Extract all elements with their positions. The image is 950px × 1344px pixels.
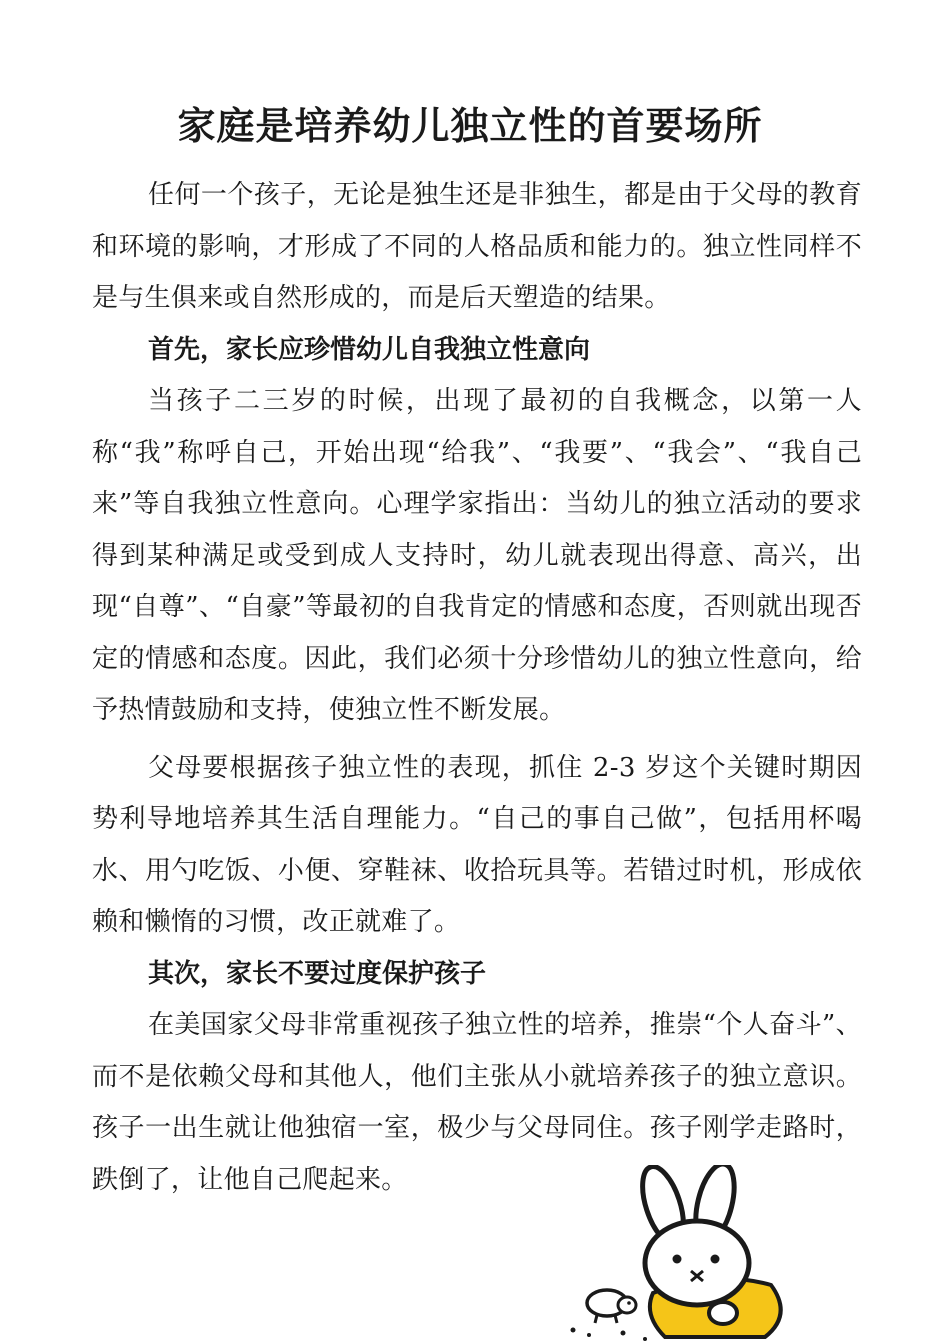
page-title: 家庭是培养幼儿独立性的首要场所 — [177, 104, 763, 148]
section1-paragraph-1: 当孩子二三岁的时候，出现了最初的自我概念，以第一人称“我”称呼自己，开始出现“给我”、“我要”、“我会”、“我自己来”等自我独立性意向。心理学家指出：当幼儿的独立活动的要求得到某种满足或受到成人支持时，幼儿就表现出得意、高兴，出现“自尊”、“自豪”等最初的自我肯定的情感和态度，否则就出现否定的情感和态度。因此，我们必须十分珍惜幼儿的独立性意向，给予热情鼓励和支持，使独立性不断发展。 — [92, 386, 862, 725]
section2-paragraph-1: 在美国家父母非常重视孩子独立性的培养，推崇“个人奋斗”、而不是依赖父母和其他人，他们主张从小就培养孩子的独立意识。孩子一出生就让他独宿一室，极少与父母同住。孩子刚学走路时，跌倒了，让他自己爬起来。 — [92, 1010, 862, 1195]
section1-paragraph-2: 父母要根据孩子独立性的表现，抓住 2-3 岁这个关键时期因势利导地培养其生活自理能力。“自己的事自己做”，包括用杯喝水、用勺吃饭、小便、穿鞋袜、收拾玩具等。若错过时机，形成依赖和懒惰的习惯，改正就难了。 — [92, 752, 862, 937]
section-heading-2: 其次，家长不要过度保护孩子 — [148, 958, 487, 989]
section-heading-1: 首先，家长应珍惜幼儿自我独立性意向 — [148, 334, 591, 365]
intro-paragraph: 任何一个孩子，无论是独生还是非独生，都是由于父母的教育和环境的影响，才形成了不同的人格品质和能力的。独立性同样不是与生俱来或自然形成的，而是后天塑造的结果。 — [92, 180, 862, 313]
bunny-mascot-icon — [565, 1165, 825, 1344]
document-body — [92, 170, 862, 1206]
